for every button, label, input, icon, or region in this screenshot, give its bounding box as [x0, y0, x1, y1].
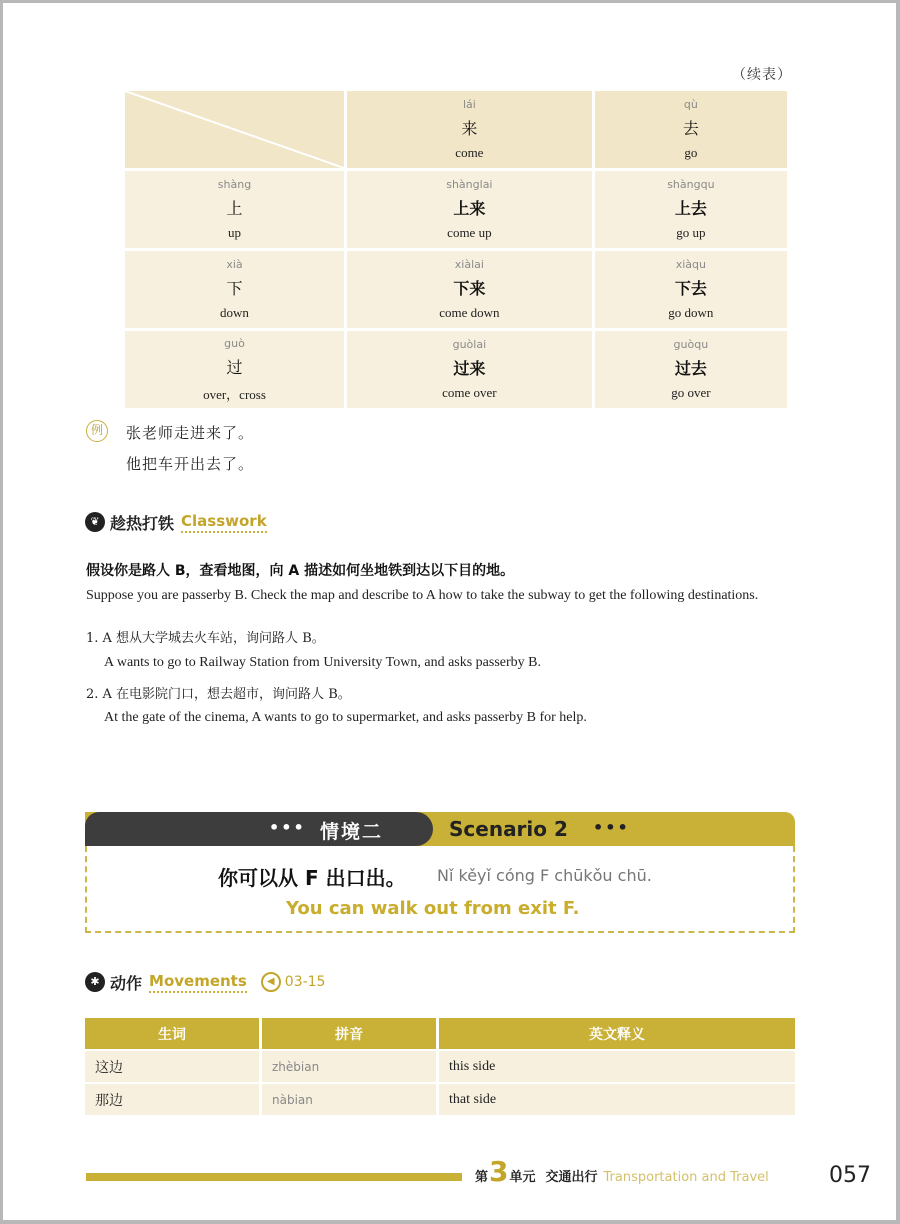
classwork-title-en: Classwork	[181, 512, 267, 533]
vocab-english: this side	[439, 1051, 795, 1082]
column-header: 拼音	[262, 1018, 439, 1049]
vocab-hanzi: 那边	[85, 1084, 262, 1115]
scenario-title-en: Scenario 2	[449, 817, 568, 841]
pinyin-text: shànglai	[446, 178, 493, 191]
pinyin-text: guò	[224, 336, 245, 350]
hanzi-text: 下去	[674, 279, 707, 298]
table-row	[85, 1084, 795, 1115]
english-text: up	[228, 225, 241, 240]
english-text: come	[455, 145, 484, 160]
unit-title-en: Transportation and Travel	[603, 1170, 769, 1185]
pinyin-text: guòlai	[452, 338, 487, 351]
dots-icon: •••	[593, 818, 630, 837]
vocab-pinyin: nàbian	[262, 1084, 439, 1115]
footer-unit-label	[475, 1155, 769, 1188]
scenario-sentence-en: You can walk out from exit F.	[286, 898, 580, 919]
hanzi-text: 上来	[453, 199, 486, 218]
scenario-sentence-box	[85, 846, 795, 933]
speaker-icon[interactable]: ◀	[261, 972, 281, 992]
classwork-heading	[85, 509, 267, 535]
table-cell	[347, 331, 592, 408]
hanzi-text: 来	[461, 119, 478, 138]
vocab-header-row	[85, 1018, 795, 1049]
english-text: go	[684, 145, 698, 160]
page-number: 057	[829, 1163, 871, 1188]
english-text: go over	[671, 385, 711, 400]
scenario-sentence-cn: 你可以从 F 出口出。	[218, 866, 406, 890]
example-sentence: 他把车开出去了。	[126, 455, 255, 473]
pinyin-text: lái	[462, 98, 476, 111]
hanzi-text: 上去	[674, 199, 707, 218]
pinyin-text: qù	[683, 98, 698, 111]
hanzi-text: 过去	[674, 359, 707, 378]
running-icon: ✱	[85, 972, 105, 992]
instruction-cn: 假设你是路人 B，查看地图，向 A 描述如何坐地铁到达以下目的地。	[86, 563, 515, 579]
column-header: 生词	[85, 1018, 262, 1049]
english-text: go down	[668, 305, 714, 320]
table-row-label	[125, 171, 344, 248]
table-row-label	[125, 331, 344, 408]
pinyin-text: xiàlai	[454, 258, 484, 271]
vocab-pinyin: zhèbian	[262, 1051, 439, 1082]
leaf-icon: ❦	[85, 512, 105, 532]
classwork-title-cn: 趁热打铁	[110, 513, 175, 533]
audio-track[interactable]	[261, 972, 326, 992]
movements-title-cn: 动作	[110, 973, 143, 993]
english-text: come over	[442, 385, 497, 400]
table-corner-cell	[125, 91, 344, 168]
example-badge-icon: 例	[86, 420, 108, 442]
vocab-english: that side	[439, 1084, 795, 1115]
table-row	[125, 331, 787, 408]
table-cell	[595, 171, 787, 248]
task-cn: 2. A 在电影院门口，想去超市，询问路人 B。	[86, 687, 351, 702]
audio-code: 03-15	[284, 974, 326, 990]
hanzi-text: 下来	[453, 279, 486, 298]
column-header: 英文释义	[439, 1018, 795, 1049]
unit-prefix: 第	[475, 1170, 489, 1185]
table-header-cell	[347, 91, 592, 168]
table-header-cell	[595, 91, 787, 168]
dots-icon: •••	[269, 818, 306, 837]
pinyin-text: xià	[226, 258, 243, 271]
scenario-sentence-pinyin: Nǐ kěyǐ cóng F chūkǒu chū.	[437, 866, 652, 885]
footer-bar	[86, 1173, 462, 1181]
table-cell	[595, 251, 787, 328]
hanzi-text: 去	[682, 119, 699, 138]
unit-suffix: 单元	[509, 1170, 536, 1185]
table-header-row	[125, 91, 787, 168]
pinyin-text: shàng	[217, 178, 252, 191]
table-row	[125, 171, 787, 248]
directional-complement-table	[122, 88, 790, 411]
english-text: come down	[439, 305, 500, 320]
table-cell	[595, 331, 787, 408]
table-row	[125, 251, 787, 328]
movements-title-en: Movements	[149, 972, 247, 993]
pinyin-text: guòqu	[673, 338, 709, 351]
scenario-title-cn: 情境二	[320, 821, 384, 843]
scenario-banner	[85, 812, 795, 933]
table-row-label	[125, 251, 344, 328]
table-row	[85, 1051, 795, 1082]
unit-number: 3	[489, 1155, 509, 1188]
hanzi-text: 过	[226, 357, 243, 377]
vocabulary-table	[85, 1016, 795, 1117]
hanzi-text: 过来	[453, 359, 486, 378]
pinyin-text: xiàqu	[675, 258, 706, 271]
movements-heading	[85, 969, 325, 995]
task-en: A wants to go to Railway Station from University Town, and asks passerby B.	[104, 655, 542, 670]
hanzi-text: 下	[226, 279, 243, 298]
hanzi-text: 上	[226, 199, 243, 218]
table-cell	[347, 251, 592, 328]
continued-label: （续表）	[732, 67, 792, 83]
vocab-hanzi: 这边	[85, 1051, 262, 1082]
english-text: come up	[447, 225, 492, 240]
table-cell	[347, 171, 592, 248]
english-text: go up	[676, 225, 706, 240]
instruction-en: Suppose you are passerby B. Check the map and describe to A how to take the subway to get the following destinations.	[86, 588, 759, 603]
english-text: over，cross	[203, 386, 266, 402]
task-en: At the gate of the cinema, A wants to go to supermarket, and asks passerby B for help.	[104, 710, 587, 725]
unit-title-cn: 交通出行	[545, 1170, 598, 1185]
task-cn: 1. A 想从大学城去火车站，询问路人 B。	[86, 631, 325, 646]
english-text: down	[220, 305, 249, 320]
example-sentence: 张老师走进来了。	[126, 424, 255, 442]
pinyin-text: shàngqu	[667, 178, 715, 191]
